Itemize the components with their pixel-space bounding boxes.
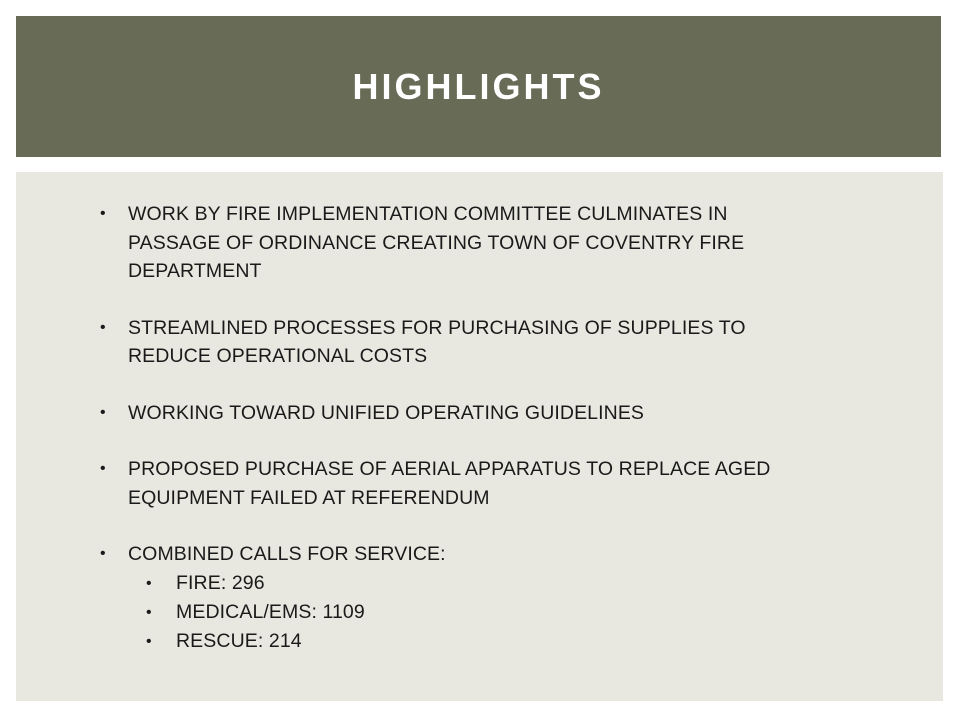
bullet-item (98, 455, 818, 512)
sub-bullet-item (128, 627, 818, 656)
sub-bullet-text: FIRE: 296 (176, 571, 265, 594)
bullet-dot-icon: • (146, 574, 152, 592)
bullet-item (98, 540, 818, 656)
bullet-text: WORK BY FIRE IMPLEMENTATION COMMITTEE CULMINATES IN PASSAGE OF ORDINANCE CREATING TOWN OF COVENTRY FIRE DEPARTMENT (128, 203, 745, 282)
bullet-text: WORKING TOWARD UNIFIED OPERATING GUIDELINES (128, 401, 645, 424)
bullet-dot-icon: • (146, 603, 152, 621)
bullet-dot-icon: • (100, 545, 106, 562)
title-band (16, 16, 941, 157)
bullet-text: COMBINED CALLS FOR SERVICE: (128, 543, 446, 565)
bullet-item (98, 200, 818, 286)
sub-bullet-list (128, 569, 818, 656)
bullet-item (98, 399, 818, 428)
sub-bullet-text: RESCUE: 214 (176, 629, 302, 652)
sub-bullet-text: MEDICAL/EMS: 1109 (176, 600, 365, 623)
sub-bullet-item (128, 598, 818, 627)
bullet-text: PROPOSED PURCHASE OF AERIAL APPARATUS TO REPLACE AGED EQUIPMENT FAILED AT REFERENDUM (128, 458, 771, 509)
slide-title: HIGHLIGHTS (352, 65, 605, 107)
bullet-item (98, 314, 818, 371)
bullet-dot-icon: • (100, 460, 106, 477)
bullet-dot-icon: • (146, 632, 152, 650)
sub-bullet-item (128, 569, 818, 598)
bullet-list (98, 200, 818, 684)
bullet-text: STREAMLINED PROCESSES FOR PURCHASING OF SUPPLIES TO REDUCE OPERATIONAL COSTS (128, 316, 746, 367)
bullet-dot-icon: • (100, 403, 106, 421)
bullet-dot-icon: • (100, 318, 106, 336)
bullet-dot-icon: • (100, 205, 106, 222)
content-panel (16, 172, 943, 701)
